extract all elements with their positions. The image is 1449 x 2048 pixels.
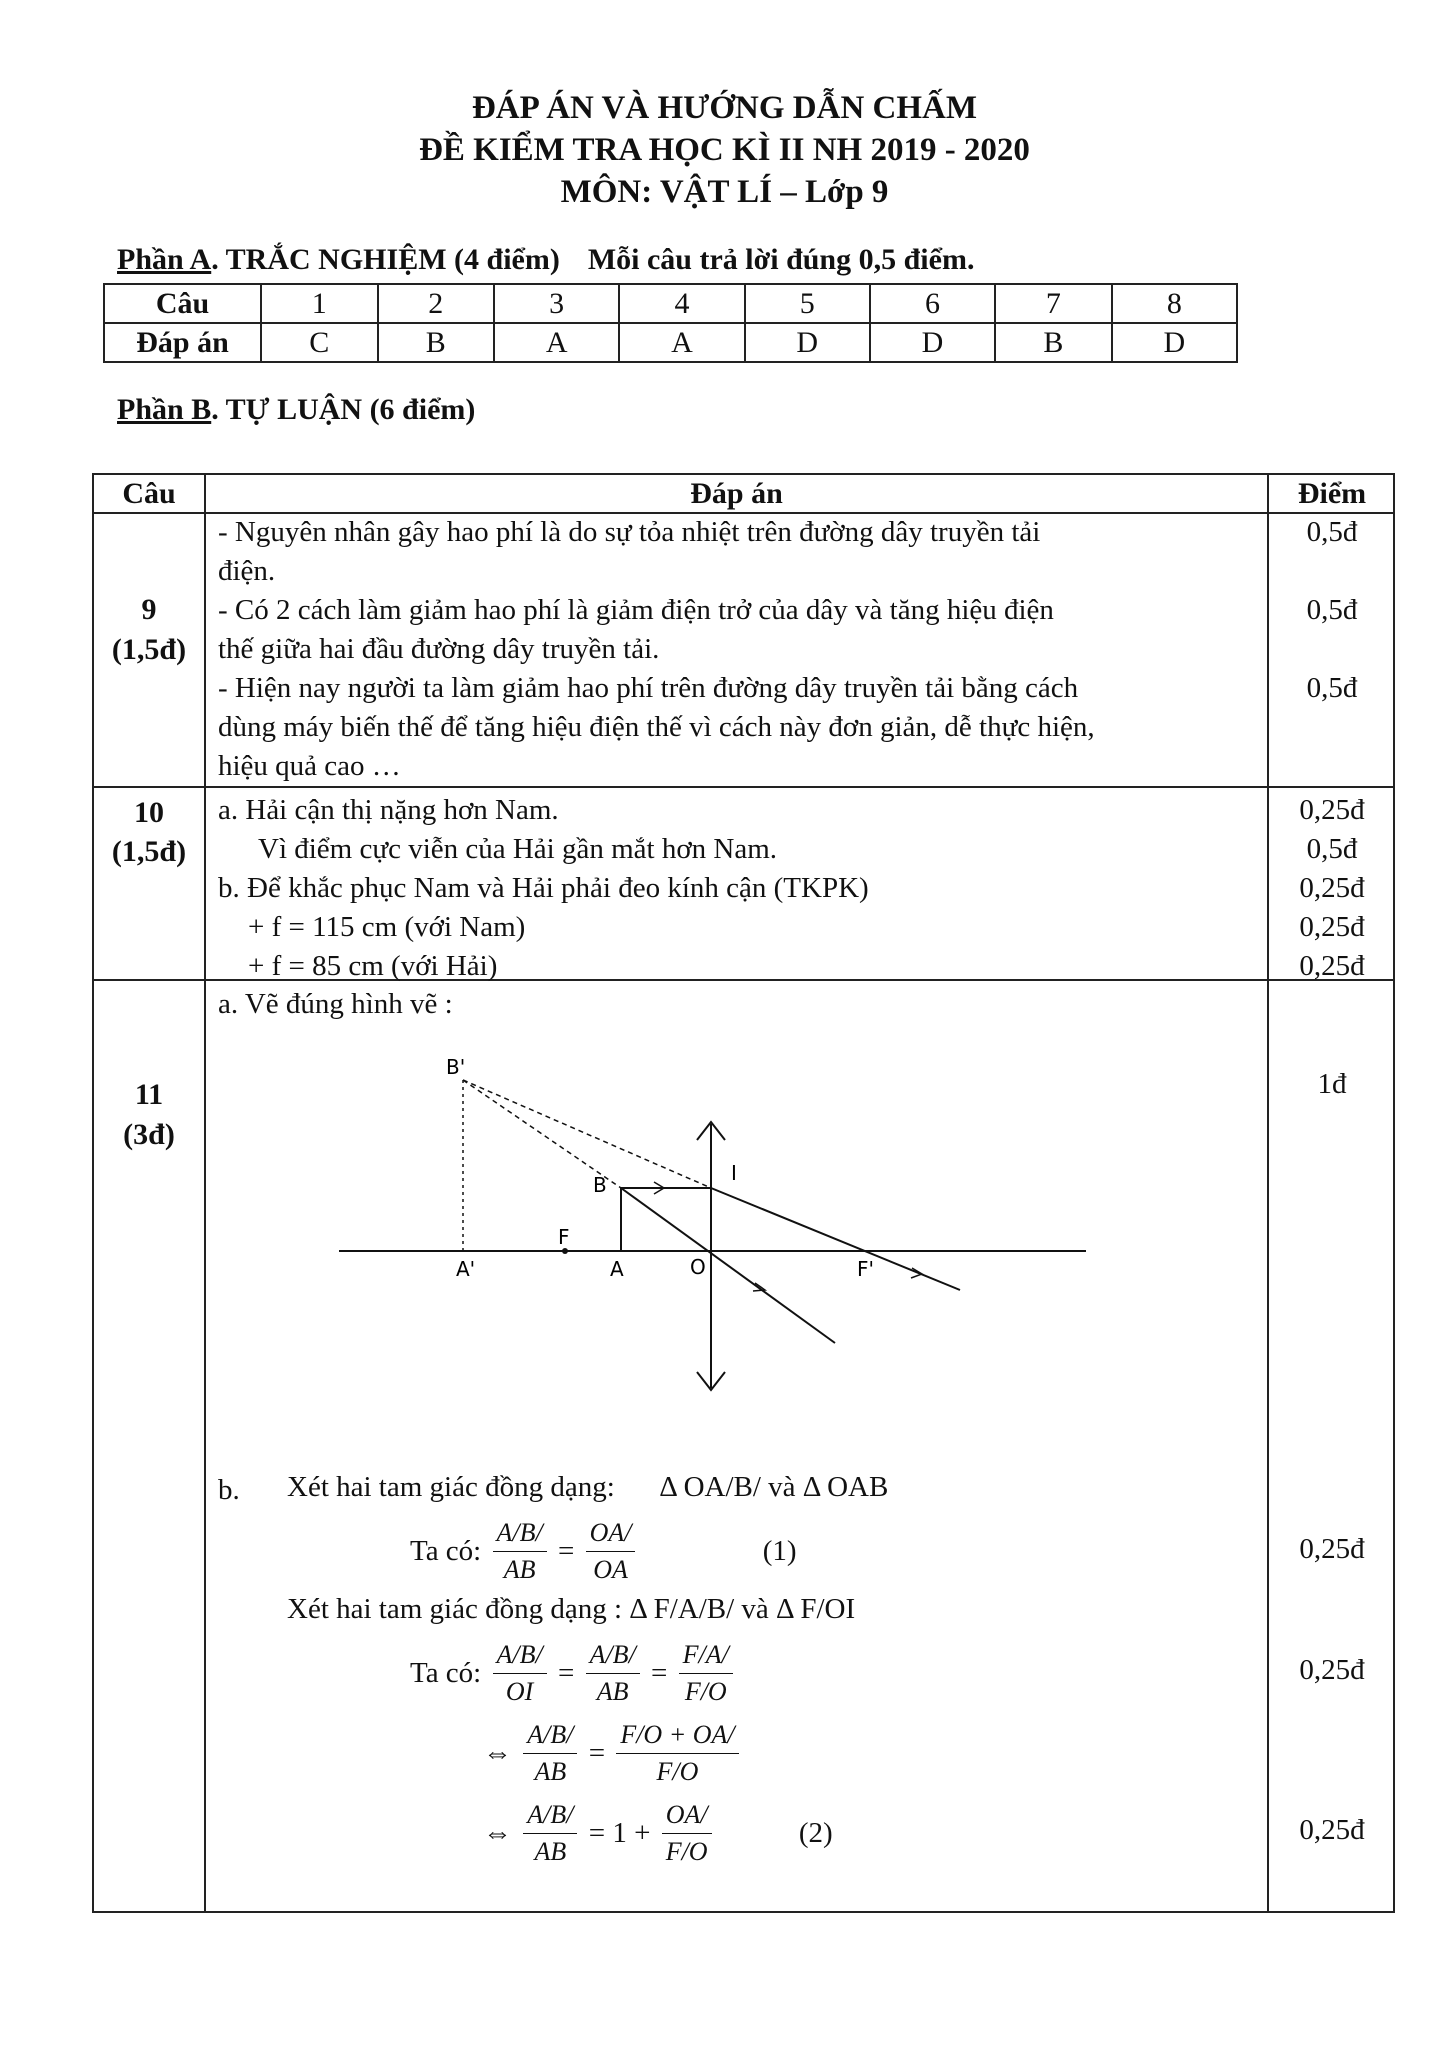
q10-point-5: 0,25đ	[1299, 950, 1365, 982]
row-divider	[94, 786, 1393, 788]
part-b-heading	[117, 393, 475, 427]
row-header-answer: Đáp án	[104, 323, 261, 362]
q11-equation-3: ⇔ $\frac{A/B/}{AB}$ = $\frac{F/O + OA/}{F/O}$	[479, 1717, 739, 1790]
q9-point-1: 0,5đ	[1306, 516, 1358, 548]
q9-line-3: - Có 2 cách làm giảm hao phí là giảm điện trở của dây và tăng hiệu điện	[218, 594, 1054, 626]
ray-through-center	[621, 1188, 835, 1343]
mc-answer-2: B	[378, 323, 495, 362]
q10-line-2: Vì điểm cực viễn của Hải gần mắt hơn Nam.	[258, 833, 778, 865]
q10-number: 10	[134, 796, 164, 829]
q11-point-b2: 0,25đ	[1299, 1654, 1365, 1686]
row-header-question: Câu	[104, 284, 261, 323]
multiple-choice-table	[103, 283, 1238, 363]
q9-line-1: - Nguyên nhân gây hao phí là do sự tỏa nhiệt trên đường dây truyền tải	[218, 516, 1041, 548]
q11-points-total: (3đ)	[123, 1118, 175, 1151]
mc-answer-5: D	[745, 323, 870, 362]
label-f: F	[558, 1225, 570, 1249]
mc-answer-4: A	[619, 323, 744, 362]
ta-co-label: Ta có:	[410, 1535, 482, 1567]
q10-line-4: + f = 115 cm (với Nam)	[248, 911, 526, 943]
mc-answer-3: A	[494, 323, 619, 362]
ray-through-focus	[711, 1188, 960, 1290]
mc-question-6: 6	[870, 284, 995, 323]
mc-answer-1: C	[261, 323, 378, 362]
column-divider	[204, 475, 206, 1911]
column-header-points: Điểm	[1297, 477, 1367, 510]
table-row-questions	[104, 284, 1237, 323]
label-i: I	[731, 1161, 737, 1185]
fraction: $\frac{OA/}{F/O}$	[662, 1797, 712, 1870]
title-line-3: MÔN: VẬT LÍ – Lớp 9	[560, 174, 889, 210]
mc-answer-7: B	[995, 323, 1112, 362]
mc-answer-8: D	[1112, 323, 1237, 362]
fraction: $\frac{A/B/}{AB}$	[523, 1797, 577, 1870]
part-a-label: Phần A	[117, 243, 212, 276]
q9-point-2: 0,5đ	[1306, 594, 1358, 626]
part-b-label: Phần B	[117, 393, 212, 426]
fraction: $\frac{F/A/}{F/O}$	[679, 1637, 733, 1710]
mc-question-2: 2	[378, 284, 495, 323]
q11-part-a: a. Vẽ đúng hình vẽ :	[218, 988, 453, 1020]
part-a-title: . TRẮC NGHIỆM (4 điểm)	[211, 243, 560, 276]
q11-part-b-text: Xét hai tam giác đồng dạng:	[287, 1471, 615, 1503]
q10-point-2: 0,5đ	[1306, 833, 1358, 865]
q11-part-b-statement	[287, 1471, 888, 1504]
q11-triangles-1: Δ OA/B/ và Δ OAB	[659, 1471, 889, 1503]
q10-line-3: b. Để khắc phục Nam và Hải phải đeo kính cận (TKPK)	[218, 872, 869, 904]
fraction: $\frac{A/B/}{AB}$	[493, 1515, 547, 1588]
title-line-2: ĐỀ KIỂM TRA HỌC KÌ II NH 2019 - 2020	[419, 132, 1030, 168]
q9-number: 9	[141, 593, 157, 626]
equation-tag-1: (1)	[762, 1535, 797, 1567]
q9-line-2: điện.	[218, 555, 276, 587]
fraction: $\frac{F/O + OA/}{F/O}$	[616, 1717, 738, 1790]
mc-answer-6: D	[870, 323, 995, 362]
iff-symbol: ⇔	[483, 1737, 512, 1769]
equation-tag-2: (2)	[798, 1817, 833, 1849]
q9-line-7: hiệu quả cao …	[218, 750, 401, 782]
q10-line-1: a. Hải cận thị nặng hơn Nam.	[218, 794, 559, 826]
q11-equation-1: Ta có: $\frac{A/B/}{AB}$ = $\frac{OA/}{OA}$ (1)	[406, 1515, 801, 1588]
mc-question-1: 1	[261, 284, 378, 323]
mc-question-8: 8	[1112, 284, 1237, 323]
fraction: $\frac{A/B/}{AB}$	[586, 1637, 640, 1710]
label-a: A	[610, 1257, 624, 1281]
label-a-prime: A'	[456, 1257, 476, 1281]
q9-points-total: (1,5đ)	[111, 633, 187, 666]
q11-equation-4: ⇔ $\frac{A/B/}{AB}$ = 1 + $\frac{OA/}{F/O}$ (2)	[479, 1797, 837, 1870]
part-b-title: . TỰ LUẬN (6 điểm)	[211, 393, 476, 426]
q11-part-b-label: b.	[218, 1474, 240, 1506]
label-b-prime: B'	[446, 1055, 466, 1079]
iff-symbol: ⇔	[483, 1817, 512, 1849]
mc-question-7: 7	[995, 284, 1112, 323]
title-line-1: ĐÁP ÁN VÀ HƯỚNG DẪN CHẤM	[471, 90, 978, 126]
column-header-question: Câu	[122, 477, 176, 510]
q10-point-4: 0,25đ	[1299, 911, 1365, 943]
q11-point-b1: 0,25đ	[1299, 1533, 1365, 1565]
label-f-prime: F'	[857, 1257, 875, 1281]
part-a-heading	[117, 243, 974, 277]
q11-point-a: 1đ	[1317, 1068, 1347, 1100]
fraction: $\frac{OA/}{OA}$	[586, 1515, 636, 1588]
q9-line-6: dùng máy biến thế để tăng hiệu điện thế vì cách này đơn giản, dễ thực hiện,	[218, 711, 1095, 743]
q10-line-5: + f = 85 cm (với Hải)	[248, 950, 498, 982]
q9-line-4: thế giữa hai đầu đường dây truyền tải.	[218, 633, 660, 665]
fraction: $\frac{A/B/}{OI}$	[493, 1637, 547, 1710]
mc-question-5: 5	[745, 284, 870, 323]
q9-point-3: 0,5đ	[1306, 672, 1358, 704]
q10-point-1: 0,25đ	[1299, 794, 1365, 826]
virtual-extension	[463, 1080, 621, 1188]
label-o: O	[690, 1255, 706, 1279]
q11-number: 11	[134, 1078, 164, 1111]
q11-point-b3: 0,25đ	[1299, 1814, 1365, 1846]
mc-question-3: 3	[494, 284, 619, 323]
q10-point-3: 0,25đ	[1299, 872, 1365, 904]
q9-line-5: - Hiện nay người ta làm giảm hao phí trên đường dây truyền tải bằng cách	[218, 672, 1079, 704]
q11-triangles-2: Xét hai tam giác đồng dạng : Δ F/A/B/ và Δ F/OI	[287, 1593, 856, 1625]
lens-ray-diagram	[240, 1030, 1100, 1410]
virtual-extension	[463, 1080, 711, 1188]
mc-question-4: 4	[619, 284, 744, 323]
label-b: B	[593, 1173, 607, 1197]
ta-co-label: Ta có:	[410, 1657, 482, 1689]
part-a-note: Mỗi câu trả lời đúng 0,5 điểm.	[587, 243, 975, 276]
q10-points-total: (1,5đ)	[111, 835, 187, 868]
q11-equation-2: Ta có: $\frac{A/B/}{OI}$ = $\frac{A/B/}{AB}$ = $\frac{F/A/}{F/O}$	[406, 1637, 733, 1710]
fraction: $\frac{A/B/}{AB}$	[523, 1717, 577, 1790]
column-header-answer: Đáp án	[690, 477, 783, 510]
table-row-answers	[104, 323, 1237, 362]
